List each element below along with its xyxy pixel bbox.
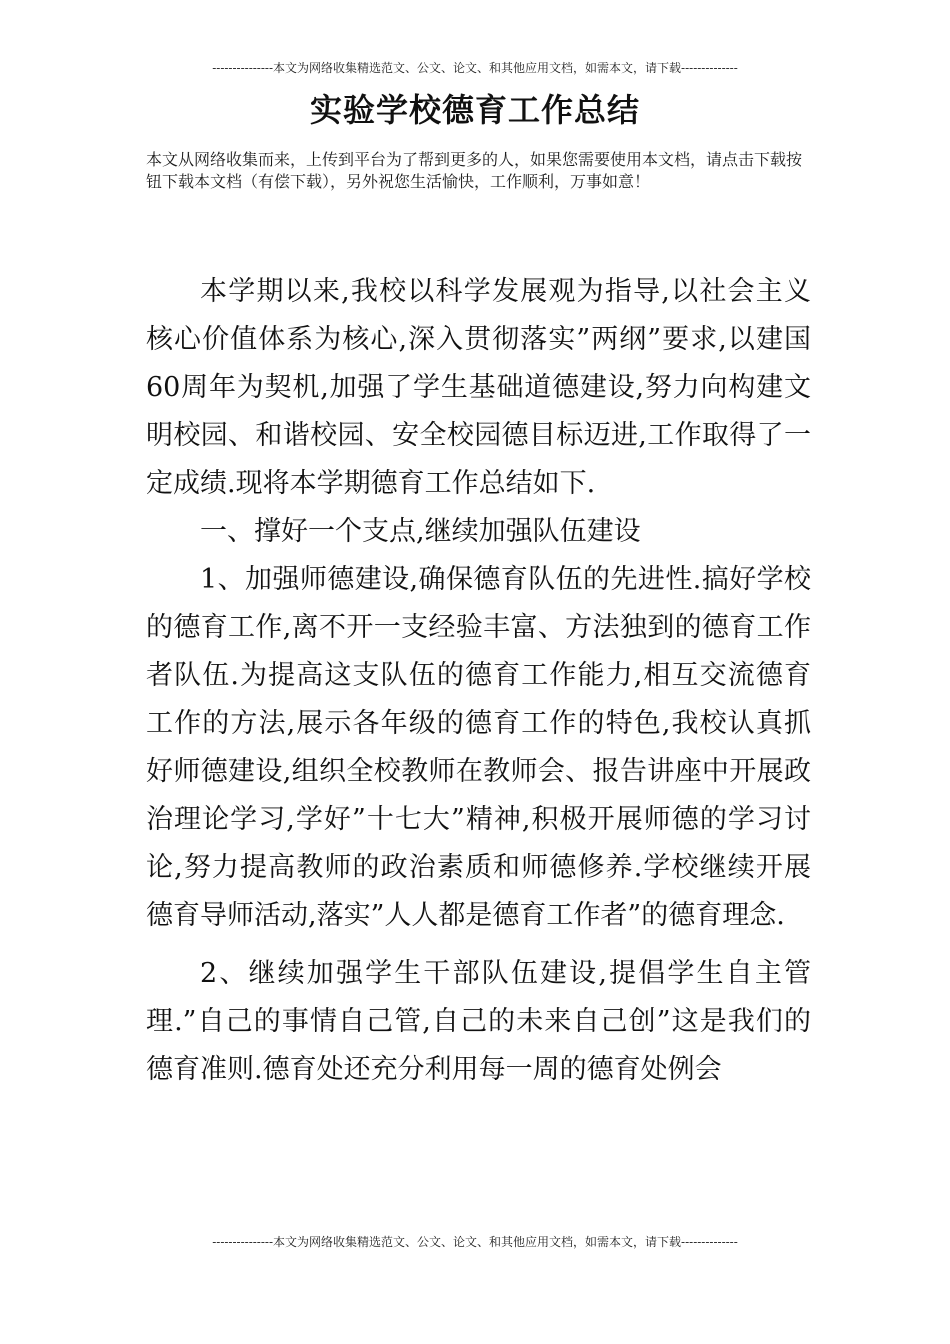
- body-paragraph: 本学期以来,我校以科学发展观为指导,以社会主义核心价值体系为核心,深入贯彻落实”两纲”要求,以建国60周年为契机,加强了学生基础道德建设,努力向构建文明校园、和谐校园、安全校园德目标迈进,工作取得了一定成绩.现将本学期德育工作总结如下.: [146, 276, 811, 499]
- body-paragraph: 1、加强师德建设,确保德育队伍的先进性.搞好学校的德育工作,离不开一支经验丰富、方法独到的德育工作者队伍.为提高这支队伍的德育工作能力,相互交流德育工作的方法,展示各年级的德育工作的特色,我校认真抓好师德建设,组织全校教师在教师会、报告讲座中开展政治理论学习,学好”十七大”精神,积极开展师德的学习讨论,努力提高教师的政治素质和师德修养.学校继续开展德育导师活动,落实”人人都是德育工作者”的德育理念.: [146, 564, 811, 931]
- header-banner: ---------------本文为网络收集精选范文、公文、论文、和其他应用文档，如需本文，请下载--------------: [212, 61, 738, 75]
- document-body: [146, 268, 811, 1094]
- intro-note: 本文从网络收集而来，上传到平台为了帮到更多的人，如果您需要使用本文档，请点击下载按钮下载本文档（有偿下载），另外祝您生活愉快，工作顺利，万事如意！: [146, 150, 803, 191]
- document-title: 实验学校德育工作总结: [309, 91, 640, 129]
- section-heading: 一、撑好一个支点,继续加强队伍建设: [200, 516, 641, 547]
- footer-banner: ---------------本文为网络收集精选范文、公文、论文、和其他应用文档，如需本文，请下载--------------: [212, 1235, 738, 1249]
- body-paragraph: 2、继续加强学生干部队伍建设,提倡学生自主管理.”自己的事情自己管,自己的未来自己创”这是我们的德育准则.德育处还充分利用每一周的德育处例会: [146, 958, 811, 1085]
